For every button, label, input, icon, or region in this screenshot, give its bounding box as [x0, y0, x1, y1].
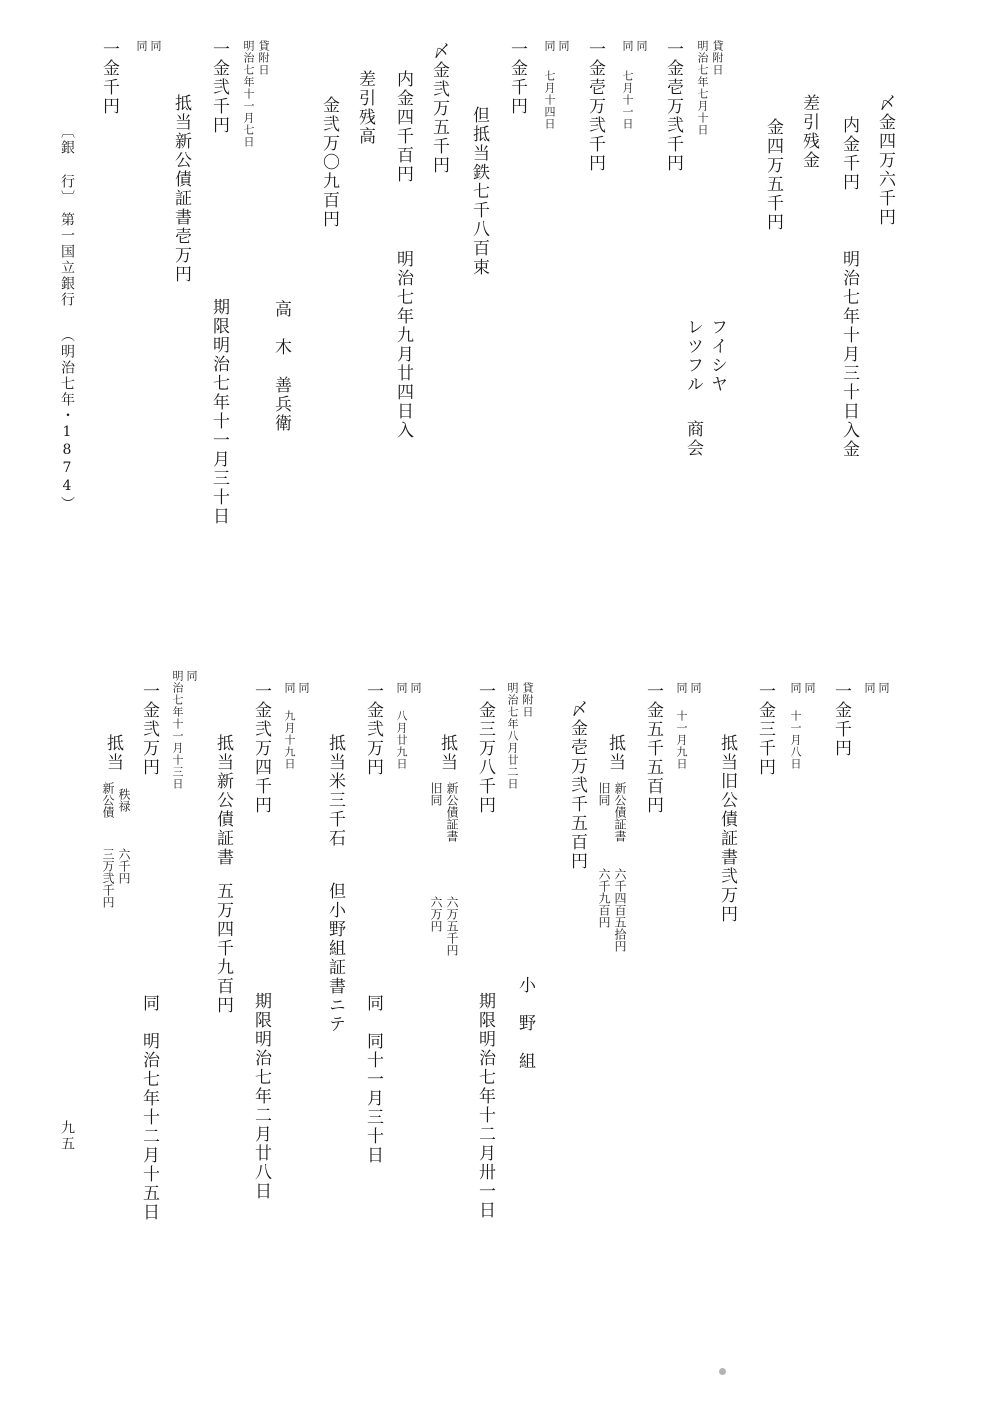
ditto-mark: 同 — [557, 40, 570, 52]
ditto-mark: 同 — [877, 682, 890, 694]
borrower-company: 商会 — [683, 420, 703, 458]
borrower-name-1: フイシヤ — [707, 318, 727, 394]
collateral-label: 抵当 — [437, 734, 457, 772]
ditto-mark: 同 — [149, 40, 162, 52]
ditto-mark: 同 — [635, 40, 648, 52]
loan-amount: 一金三万八千円 — [475, 682, 495, 815]
page-number: 九五 — [59, 1120, 75, 1152]
loan-amount: 一金弐千円 — [209, 40, 229, 135]
ditto-mark: 同 — [803, 682, 816, 694]
balance-amount: 金弐万〇九百円 — [319, 96, 339, 229]
loan-amount: 一金弐万円 — [363, 682, 383, 777]
loan-date: 十一月八日 — [789, 710, 802, 770]
ditto-mark: 同 — [185, 670, 198, 682]
collateral-label: 抵当 — [103, 734, 123, 772]
loan-date: 明治七年十一月七日 — [242, 40, 255, 148]
category-label: 〔銀 行〕 — [59, 124, 75, 206]
collateral-value: 三万弐千円 — [101, 848, 115, 908]
loan-date-label: 貸附日 — [257, 40, 270, 76]
collateral-item: 新公債証書 — [613, 782, 627, 842]
collateral-item: 秩禄 — [117, 788, 131, 812]
due-date: 期限明治七年十一月三十日 — [209, 298, 229, 526]
collateral-value: 五万四千九百円 — [213, 882, 233, 1015]
year-label: （明治七年・1874） — [59, 328, 75, 512]
loan-amount: 一金弐万四千円 — [251, 682, 271, 815]
due-date: 同 明治七年十二月十五日 — [139, 994, 159, 1222]
loan-amount: 一金千円 — [831, 682, 851, 758]
due-date: 同 同十一月三十日 — [363, 994, 383, 1165]
ditto-mark: 同 — [543, 40, 556, 52]
collateral-value: 六千九百円 — [597, 868, 611, 928]
loan-amount: 一金弐万円 — [139, 682, 159, 777]
due-date: 期限明治七年二月廿八日 — [251, 992, 271, 1201]
collateral-note: 抵当新公債証書壱万円 — [171, 94, 191, 284]
collateral-remark: 但小野組証書ニテ — [325, 882, 345, 1034]
ditto-mark: 同 — [689, 682, 702, 694]
subtotal: 〆金弐万五千円 — [429, 42, 449, 175]
loan-amount: 一金千円 — [507, 40, 527, 116]
ditto-mark: 同 — [621, 40, 634, 52]
borrower-name: 高 木 善兵衛 — [271, 300, 291, 433]
collateral-value: 六千四百五拾円 — [613, 868, 627, 952]
bank-name: 第一国立銀行 — [59, 212, 75, 308]
loan-amount: 一金三千円 — [755, 682, 775, 777]
borrower-name-2: レツフル — [683, 318, 703, 394]
collateral-note: 抵当旧公債証書弐万円 — [717, 734, 737, 924]
collateral-note: 但抵当鉄七千八百束 — [469, 106, 489, 277]
upper-payment-date: 明治七年十月三十日入金 — [839, 250, 859, 459]
balance-label: 差引残高 — [355, 70, 375, 146]
due-date: 期限明治七年十二月卅一日 — [475, 992, 495, 1220]
collateral-label: 抵当 — [605, 734, 625, 772]
ditto-mark: 同 — [863, 682, 876, 694]
loan-date: 七月十四日 — [543, 70, 556, 130]
loan-amount: 一金千円 — [99, 40, 119, 116]
collateral-value: 六万円 — [429, 896, 443, 932]
partial-payment: 内金四千百円 — [393, 70, 413, 184]
upper-partial-payment: 内金千円 — [839, 116, 859, 192]
loan-date: 七月十一日 — [621, 70, 634, 130]
collateral-item: 新公債証書 — [445, 782, 459, 842]
collateral-value: 六千円 — [117, 848, 131, 884]
ditto-mark: 同 — [789, 682, 802, 694]
collateral-item: 新公債 — [101, 782, 115, 818]
loan-date: 明治七年八月廿二日 — [506, 682, 519, 790]
loan-date: 明治七年七月十日 — [696, 40, 709, 136]
loan-amount: 一金五千五百円 — [643, 682, 663, 815]
balance-amount: 金四万五千円 — [763, 118, 783, 232]
subtotal: 〆金壱万弐千五百円 — [567, 700, 587, 871]
collateral-value: 六万五千円 — [445, 896, 459, 956]
loan-date: 明治七年十一月十三日 — [171, 670, 184, 790]
ditto-mark: 同 — [135, 40, 148, 52]
loan-amount: 一金壱万弐千円 — [585, 40, 605, 173]
loan-date: 十一月九日 — [675, 710, 688, 770]
ditto-mark: 同 — [297, 682, 310, 694]
scan-speck — [719, 1368, 726, 1375]
ditto-mark: 同 — [409, 682, 422, 694]
upper-total: 〆金四万六千円 — [875, 94, 895, 227]
loan-date: 九月十九日 — [283, 710, 296, 770]
collateral-note: 抵当米三千石 — [325, 734, 345, 848]
loan-date: 八月廿九日 — [395, 710, 408, 770]
ditto-mark: 同 — [283, 682, 296, 694]
ditto-mark: 同 — [675, 682, 688, 694]
loan-date-label: 貸附日 — [521, 682, 534, 718]
collateral-item: 旧同 — [429, 782, 443, 806]
borrower-name: 小 野 組 — [515, 976, 535, 1071]
loan-amount: 一金壱万弐千円 — [663, 40, 683, 173]
ditto-mark: 同 — [395, 682, 408, 694]
balance-label: 差引残金 — [799, 94, 819, 170]
collateral-item: 旧同 — [597, 782, 611, 806]
payment-date: 明治七年九月廿四日入 — [393, 250, 413, 440]
collateral-note: 抵当新公債証書 — [213, 734, 233, 867]
loan-date-label: 貸附日 — [711, 40, 724, 76]
